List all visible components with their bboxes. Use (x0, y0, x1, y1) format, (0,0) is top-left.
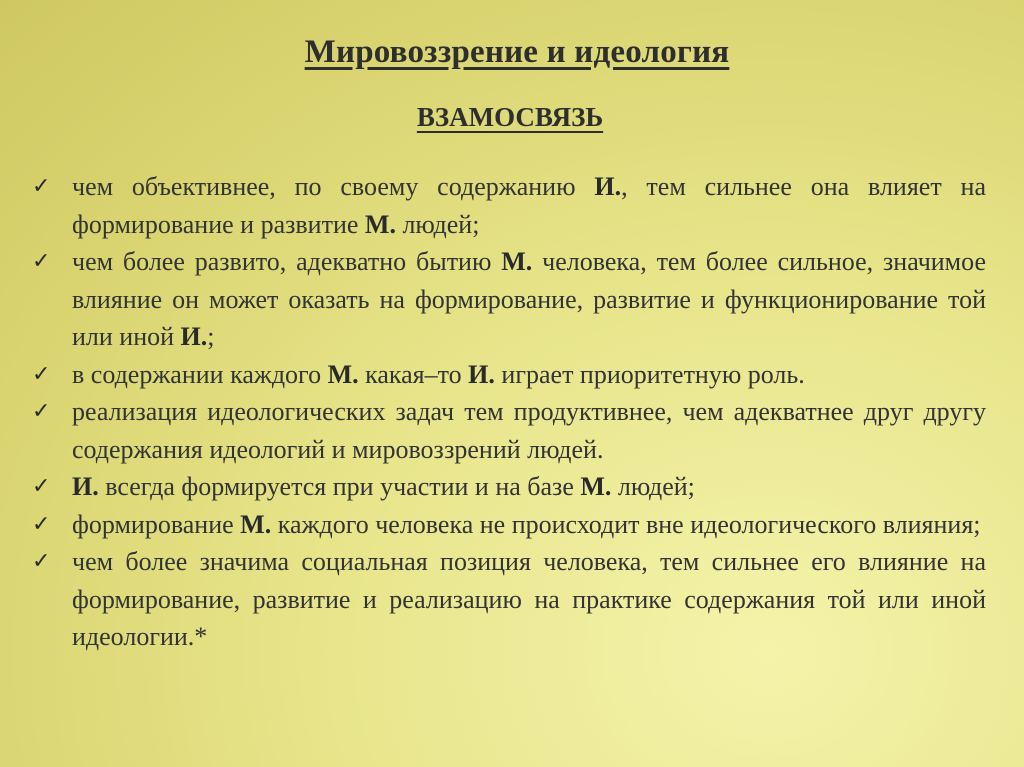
slide-title: Мировоззрение и идеология (304, 34, 730, 70)
bullet-text: всегда формируется при участии и на базе (98, 472, 581, 501)
abbreviation-bold: И. (72, 472, 99, 501)
bullet-text: ; (207, 322, 215, 351)
check-icon: ✓ (32, 511, 51, 537)
abbreviation-bold: И. (594, 172, 622, 201)
abbreviation-bold: М. (327, 359, 359, 389)
bullet-text: играет приоритетную роль. (494, 359, 805, 389)
abbreviation-bold: М. (364, 209, 396, 239)
abbreviation-bold: М. (501, 247, 533, 276)
bullet-text: каждого человека не происходит вне идеологического влияния; (271, 509, 981, 539)
bullet-text: чем более развито, адекватно бытию (72, 247, 502, 276)
check-icon: ✓ (32, 361, 51, 387)
bullet-text: людей; (395, 209, 480, 239)
check-icon: ✓ (32, 249, 51, 274)
bullet-item (28, 543, 986, 656)
bullet-text: чем объективнее, по своему содержанию (72, 172, 595, 201)
bullet-text: в содержании каждого (72, 359, 328, 389)
abbreviation-bold: М. (580, 472, 612, 501)
bullet-item (28, 243, 986, 356)
bullet-item (28, 506, 986, 544)
bullet-item (28, 168, 986, 243)
bullet-text: формирование (72, 509, 241, 539)
bullet-list (28, 168, 986, 656)
bullet-text: реализация идеологических задач тем продуктивнее, чем адекватнее друг другу содержания идеологий и мировоззрений людей. (72, 397, 986, 464)
slide-subtitle: ВЗАМОСВЯЗЬ (416, 102, 604, 132)
abbreviation-bold: М. (240, 509, 272, 539)
bullet-text: чем более значима социальная позиция человека, тем сильнее его влияние на формирование, развитие и реализацию на практике содержания той или иной идеологии.* (72, 547, 986, 651)
abbreviation-bold: И. (180, 322, 208, 351)
check-icon: ✓ (32, 399, 51, 424)
check-icon: ✓ (32, 174, 51, 199)
bullet-item (28, 468, 986, 506)
bullet-text: какая–то (358, 359, 469, 389)
bullet-item (28, 356, 986, 394)
bullet-text: человека, тем более сильное, значимое влияние он может оказать на формирование, развитие и функционирование той или иной (72, 247, 986, 351)
bullet-text: людей; (611, 472, 695, 501)
bullet-text: , тем сильнее она влияет на формирование и развитие (72, 172, 986, 239)
check-icon: ✓ (32, 549, 51, 574)
abbreviation-bold: И. (468, 359, 495, 389)
bullet-item (28, 393, 986, 468)
check-icon: ✓ (32, 474, 51, 499)
